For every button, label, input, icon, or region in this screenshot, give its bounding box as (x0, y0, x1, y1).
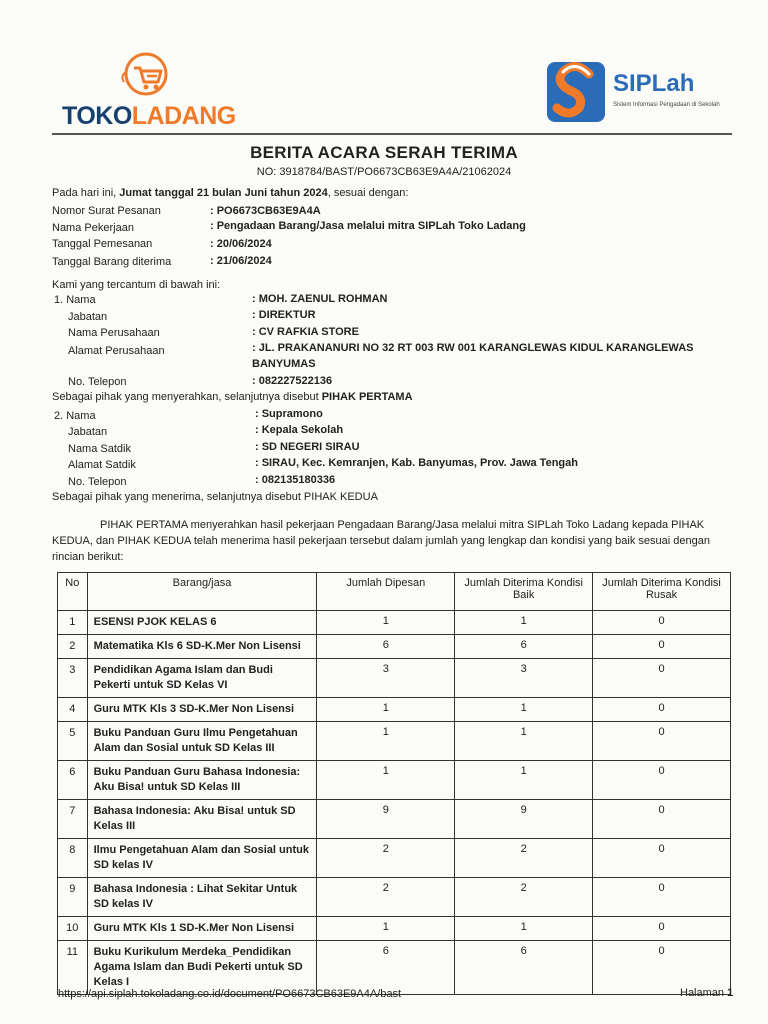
col-header-no: No (58, 573, 88, 611)
cell-item: Bahasa Indonesia: Aku Bisa! untuk SD Kelas III (87, 800, 317, 839)
party2-value-name: : Supramono (255, 408, 323, 420)
cell-good: 1 (455, 917, 593, 941)
cell-ordered: 6 (317, 635, 455, 659)
order-label-received-date: Tanggal Barang diterima (52, 256, 172, 268)
cell-no: 1 (58, 611, 88, 635)
intro-line: Pada hari ini, Jumat tanggal 21 bulan Juni tahun 2024, sesuai dengan: (52, 187, 409, 199)
cell-damaged: 0 (593, 917, 731, 941)
cell-item: Bahasa Indonesia : Lihat Sekitar Untuk SD kelas IV (87, 878, 317, 917)
cell-item: Buku Panduan Guru Ilmu Pengetahuan Alam dan Sosial untuk SD Kelas III (87, 722, 317, 761)
table-header-row (58, 573, 731, 611)
handover-paragraph: PIHAK PERTAMA menyerahkan hasil pekerjaan Pengadaan Barang/Jasa melalui mitra SIPLah Toko Ladang kepada PIHAK KEDUA, dan PIHAK KEDUA telah menerima hasil pekerjaan tersebut dalam jumlah yang lengkap dan kondisi yang baik sesuai dengan rincian berikut: (52, 519, 710, 563)
party1-value-address: : JL. PRAKANANURI NO 32 RT 003 RW 001 KARANGLEWAS KIDUL KARANGLEWAS (252, 342, 694, 354)
cell-ordered: 1 (317, 761, 455, 800)
party1-label-company: Nama Perusahaan (68, 327, 160, 339)
party1-value-address-cont: BANYUMAS (252, 358, 316, 370)
table-row (58, 722, 731, 761)
party1-value-phone: : 082227522136 (252, 375, 333, 387)
cell-ordered: 2 (317, 839, 455, 878)
cell-no: 3 (58, 659, 88, 698)
party1-value-company: : CV RAFKIA STORE (252, 326, 359, 338)
cell-item: ESENSI PJOK KELAS 6 (87, 611, 317, 635)
table-row (58, 698, 731, 722)
cell-no: 2 (58, 635, 88, 659)
cell-good: 6 (455, 941, 593, 995)
cell-item: Pendidikan Agama Islam dan Budi Pekerti untuk SD Kelas VI (87, 659, 317, 698)
items-table (57, 572, 731, 995)
cell-good: 1 (455, 722, 593, 761)
cell-damaged: 0 (593, 941, 731, 995)
cell-damaged: 0 (593, 839, 731, 878)
party1-label-position: Jabatan (68, 311, 108, 323)
table-row (58, 611, 731, 635)
table-row (58, 800, 731, 839)
cell-ordered: 3 (317, 659, 455, 698)
cell-ordered: 1 (317, 722, 455, 761)
cell-damaged: 0 (593, 635, 731, 659)
siplah-logo-icon (545, 58, 607, 124)
footer-page-number: 1 (727, 987, 734, 999)
order-value-order-date: : 20/06/2024 (210, 238, 272, 250)
col-header-ordered: Jumlah Dipesan (317, 573, 455, 611)
intro-date: Jumat tanggal 21 bulan Juni tahun 2024 (119, 187, 328, 199)
cell-good: 1 (455, 761, 593, 800)
cell-item: Guru MTK Kls 3 SD-K.Mer Non Lisensi (87, 698, 317, 722)
party2-value-school: : SD NEGERI SIRAU (255, 441, 360, 453)
cell-ordered: 1 (317, 698, 455, 722)
party2-closing: Sebagai pihak yang menerima, selanjutnya disebut PIHAK KEDUA (52, 491, 378, 503)
cell-good: 6 (455, 635, 593, 659)
col-header-damaged: Jumlah Diterima Kondisi Rusak (593, 573, 731, 611)
party2-label-school: Nama Satdik (68, 443, 131, 455)
footer-url: https://api.siplah.tokoladang.co.id/document/PO6673CB63E9A4A/bast (58, 988, 402, 1000)
party1-value-position: : DIREKTUR (252, 309, 316, 321)
cell-ordered: 1 (317, 917, 455, 941)
siplah-logo-subtitle: Sistem Informasi Pengadaan di Sekolah (613, 102, 720, 108)
cell-damaged: 0 (593, 698, 731, 722)
table-row (58, 635, 731, 659)
party1-label-phone: No. Telepon (68, 376, 127, 388)
footer-page (680, 987, 733, 999)
shopping-cart-icon (116, 52, 176, 100)
cell-no: 10 (58, 917, 88, 941)
cell-damaged: 0 (593, 659, 731, 698)
cell-good: 2 (455, 839, 593, 878)
party2-label-position: Jabatan (68, 426, 108, 438)
party2-label-phone: No. Telepon (68, 476, 127, 488)
cell-ordered: 1 (317, 611, 455, 635)
cell-good: 3 (455, 659, 593, 698)
footer-page-label: Halaman (680, 987, 725, 999)
cell-ordered: 2 (317, 878, 455, 917)
table-row (58, 659, 731, 698)
order-value-received-date: : 21/06/2024 (210, 255, 272, 267)
cell-no: 6 (58, 761, 88, 800)
cell-item: Buku Kurikulum Merdeka_Pendidikan Agama Islam dan Budi Pekerti untuk SD Kelas I (87, 941, 317, 995)
tokoladang-logo (62, 52, 236, 132)
order-label-job: Nama Pekerjaan (52, 222, 134, 234)
col-header-good: Jumlah Diterima Kondisi Baik (455, 573, 593, 611)
party1-closing: Sebagai pihak yang menyerahkan, selanjutnya disebut PIHAK PERTAMA (52, 391, 413, 403)
party2-value-position: : Kepala Sekolah (255, 424, 344, 436)
document-title: BERITA ACARA SERAH TERIMA (250, 143, 518, 162)
party2-value-phone: : 082135180336 (255, 474, 336, 486)
parties-intro: Kami yang tercantum di bawah ini: (52, 279, 221, 291)
cell-no: 11 (58, 941, 88, 995)
cell-good: 1 (455, 698, 593, 722)
order-value-po: : PO6673CB63E9A4A (210, 205, 321, 217)
table-row (58, 761, 731, 800)
cell-item: Buku Panduan Guru Bahasa Indonesia: Aku Bisa! untuk SD Kelas III (87, 761, 317, 800)
party2-value-address: : SIRAU, Kec. Kemranjen, Kab. Banyumas, Prov. Jawa Tengah (255, 457, 578, 469)
cell-item: Guru MTK Kls 1 SD-K.Mer Non Lisensi (87, 917, 317, 941)
cell-damaged: 0 (593, 878, 731, 917)
table-row (58, 917, 731, 941)
order-value-job: : Pengadaan Barang/Jasa melalui mitra SIPLah Toko Ladang (210, 220, 526, 232)
cell-damaged: 0 (593, 611, 731, 635)
party2-label-name: 2. Nama (54, 410, 96, 422)
cell-no: 9 (58, 878, 88, 917)
cell-no: 7 (58, 800, 88, 839)
party1-label-name: 1. Nama (54, 294, 96, 306)
table-row (58, 878, 731, 917)
order-label-po: Nomor Surat Pesanan (52, 205, 161, 217)
header-divider (52, 133, 732, 135)
document-number: NO: 3918784/BAST/PO6673CB63E9A4A/21062024 (256, 166, 512, 178)
cell-no: 4 (58, 698, 88, 722)
cell-damaged: 0 (593, 761, 731, 800)
order-label-order-date: Tanggal Pemesanan (52, 238, 153, 250)
party2-label-address: Alamat Satdik (68, 459, 136, 471)
cell-item: Matematika Kls 6 SD-K.Mer Non Lisensi (87, 635, 317, 659)
cell-good: 1 (455, 611, 593, 635)
siplah-logo-name: SIPLah (613, 70, 695, 97)
col-header-item: Barang/jasa (87, 573, 317, 611)
cell-ordered: 6 (317, 941, 455, 995)
cell-no: 5 (58, 722, 88, 761)
tokoladang-logo-text: TOKOLADANG (62, 102, 236, 130)
cell-damaged: 0 (593, 722, 731, 761)
cell-ordered: 9 (317, 800, 455, 839)
party1-value-name: : MOH. ZAENUL ROHMAN (252, 293, 388, 305)
party1-label-address: Alamat Perusahaan (68, 345, 165, 357)
table-body (58, 611, 731, 995)
table-row (58, 839, 731, 878)
cell-damaged: 0 (593, 800, 731, 839)
cell-item: Ilmu Pengetahuan Alam dan Sosial untuk SD kelas IV (87, 839, 317, 878)
siplah-logo (545, 58, 735, 128)
cell-good: 9 (455, 800, 593, 839)
cell-good: 2 (455, 878, 593, 917)
cell-no: 8 (58, 839, 88, 878)
table-row (58, 941, 731, 995)
